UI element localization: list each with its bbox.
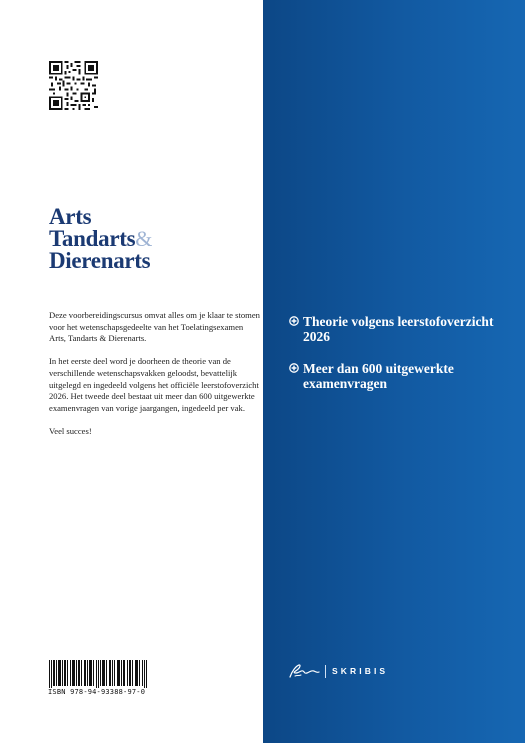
plus-circle-icon	[289, 363, 299, 373]
blurb-paragraph-3: Veel succes!	[49, 425, 92, 436]
publisher-divider	[325, 665, 326, 678]
plus-circle-icon	[289, 316, 299, 326]
qr-code-icon	[49, 61, 98, 110]
publisher-logo-icon	[287, 662, 321, 680]
feature-text-2: Meer dan 600 uitgewerkte examenvragen	[303, 361, 454, 391]
publisher-name: SKRIBIS	[332, 666, 389, 676]
title-line-tandarts: Tandarts	[49, 226, 136, 251]
blurb-paragraph-2: In het eerste deel word je doorheen de theorie van de verschillende wetenschapsvakken geloodst, bevattelijk uitgelegd en ingedeeld volgens het officiële leerstofoverzicht 2026. Het tweede deel bestaat uit meer dan 600 uitgewerkte examenvragen van vorige jaargangen, ingedeeld per vak.	[49, 356, 259, 413]
feature-bullet-2	[289, 361, 499, 391]
isbn-number: ISBN 978-94-93388-97-0	[48, 688, 146, 696]
book-title	[49, 206, 152, 272]
barcode-icon	[49, 660, 149, 688]
blurb	[49, 310, 261, 449]
feature-bullet-1	[289, 314, 499, 344]
title-ampersand: &	[135, 226, 153, 251]
title-line-arts: Arts	[49, 204, 92, 229]
title-line-dierenarts: Dierenarts	[49, 248, 151, 273]
blurb-paragraph-1: Deze voorbereidingscursus omvat alles om je klaar te stomen voor het wetenschapsgedeelte van het Toelatingsexamen Arts, Tandarts & Dierenarts.	[49, 310, 260, 344]
feature-text-1: Theorie volgens leerstofoverzicht 2026	[303, 314, 494, 344]
